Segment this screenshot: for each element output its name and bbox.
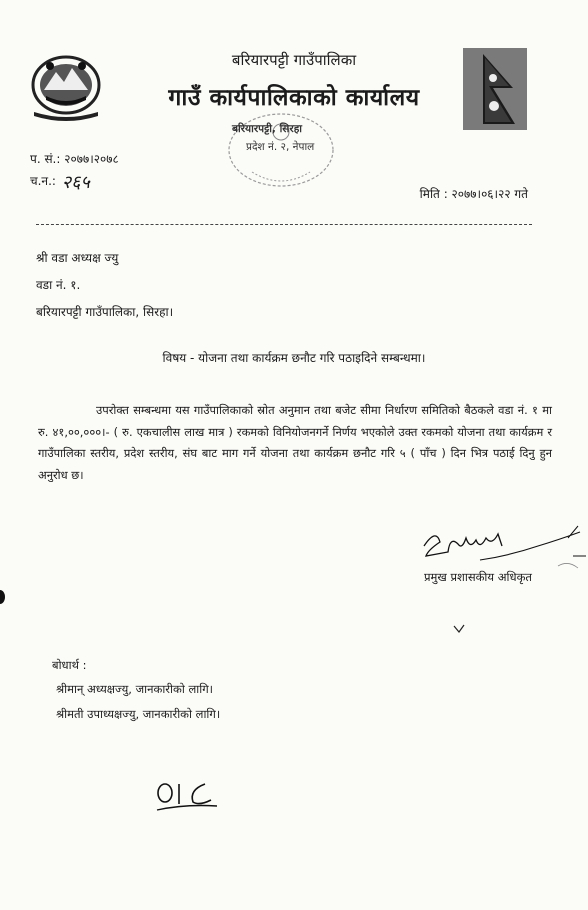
- letter-date: मिति : २०७७।०६।२२ गते: [419, 187, 528, 201]
- small-ink-mark: [452, 622, 466, 636]
- chalani-handwritten-number: २६५: [61, 172, 90, 193]
- header-divider: [36, 224, 532, 225]
- cc-item: श्रीमती उपाध्यक्षज्यु, जानकारीको लागि।: [56, 707, 221, 721]
- nepal-flag-icon: [463, 48, 527, 130]
- reference-number: प. सं.: २०७७।२०७८: [30, 152, 119, 166]
- letter-body: उपरोक्त सम्बन्धमा यस गाउँपालिकाको स्रोत अनुमान तथा बजेट सीमा निर्धारण समितिको बैठकले वडा नं. १ मा रु. ४१,००,०००।- ( रु. एकचालीस लाख मात्र ) रकमको विनियोजनगर्ने निर्णय भएकोले उक्त रकमको योजना तथा कार्यक्रम र गाउँपालिका स्तरीय, प्रदेश स्तरीय, संघ बाट माग गर्ने योजना तथा कार्यक्रम छनौट गरि ५ ( पाँच ) दिन भित्र पठाई दिनु हुन अनुरोध छ।: [38, 403, 552, 482]
- cc-label: बोधार्थ :: [52, 658, 87, 672]
- handwritten-annotation: [155, 776, 219, 812]
- cc-item: श्रीमान् अध्यक्षज्यु, जानकारीको लागि।: [56, 682, 214, 696]
- recipient-line-1: श्री वडा अध्यक्ष ज्यु: [36, 251, 119, 265]
- signatory-title: प्रमुख प्रशासकीय अधिकृत: [424, 570, 532, 584]
- office-title: गाउँ कार्यपालिकाको कार्यालय: [168, 85, 420, 111]
- seal-text-location: बरियारपट्टी, सिरहा: [232, 123, 302, 135]
- chalani-label: च.न.:: [30, 174, 56, 188]
- punch-hole: [0, 590, 5, 604]
- municipality-name: बरियारपट्टी गाउँपालिका: [231, 51, 357, 69]
- letter-subject: विषय - योजना तथा कार्यक्रम छनौट गरि पठाइदिने सम्बन्धमा।: [162, 351, 426, 365]
- recipient-line-3: बरियारपट्टी गाउँपालिका, सिरहा।: [36, 305, 174, 319]
- recipient-line-2: वडा नं. १.: [36, 278, 81, 292]
- chalani-number: [30, 170, 90, 194]
- seal-text-province: प्रदेश नं. २, नेपाल: [246, 141, 315, 153]
